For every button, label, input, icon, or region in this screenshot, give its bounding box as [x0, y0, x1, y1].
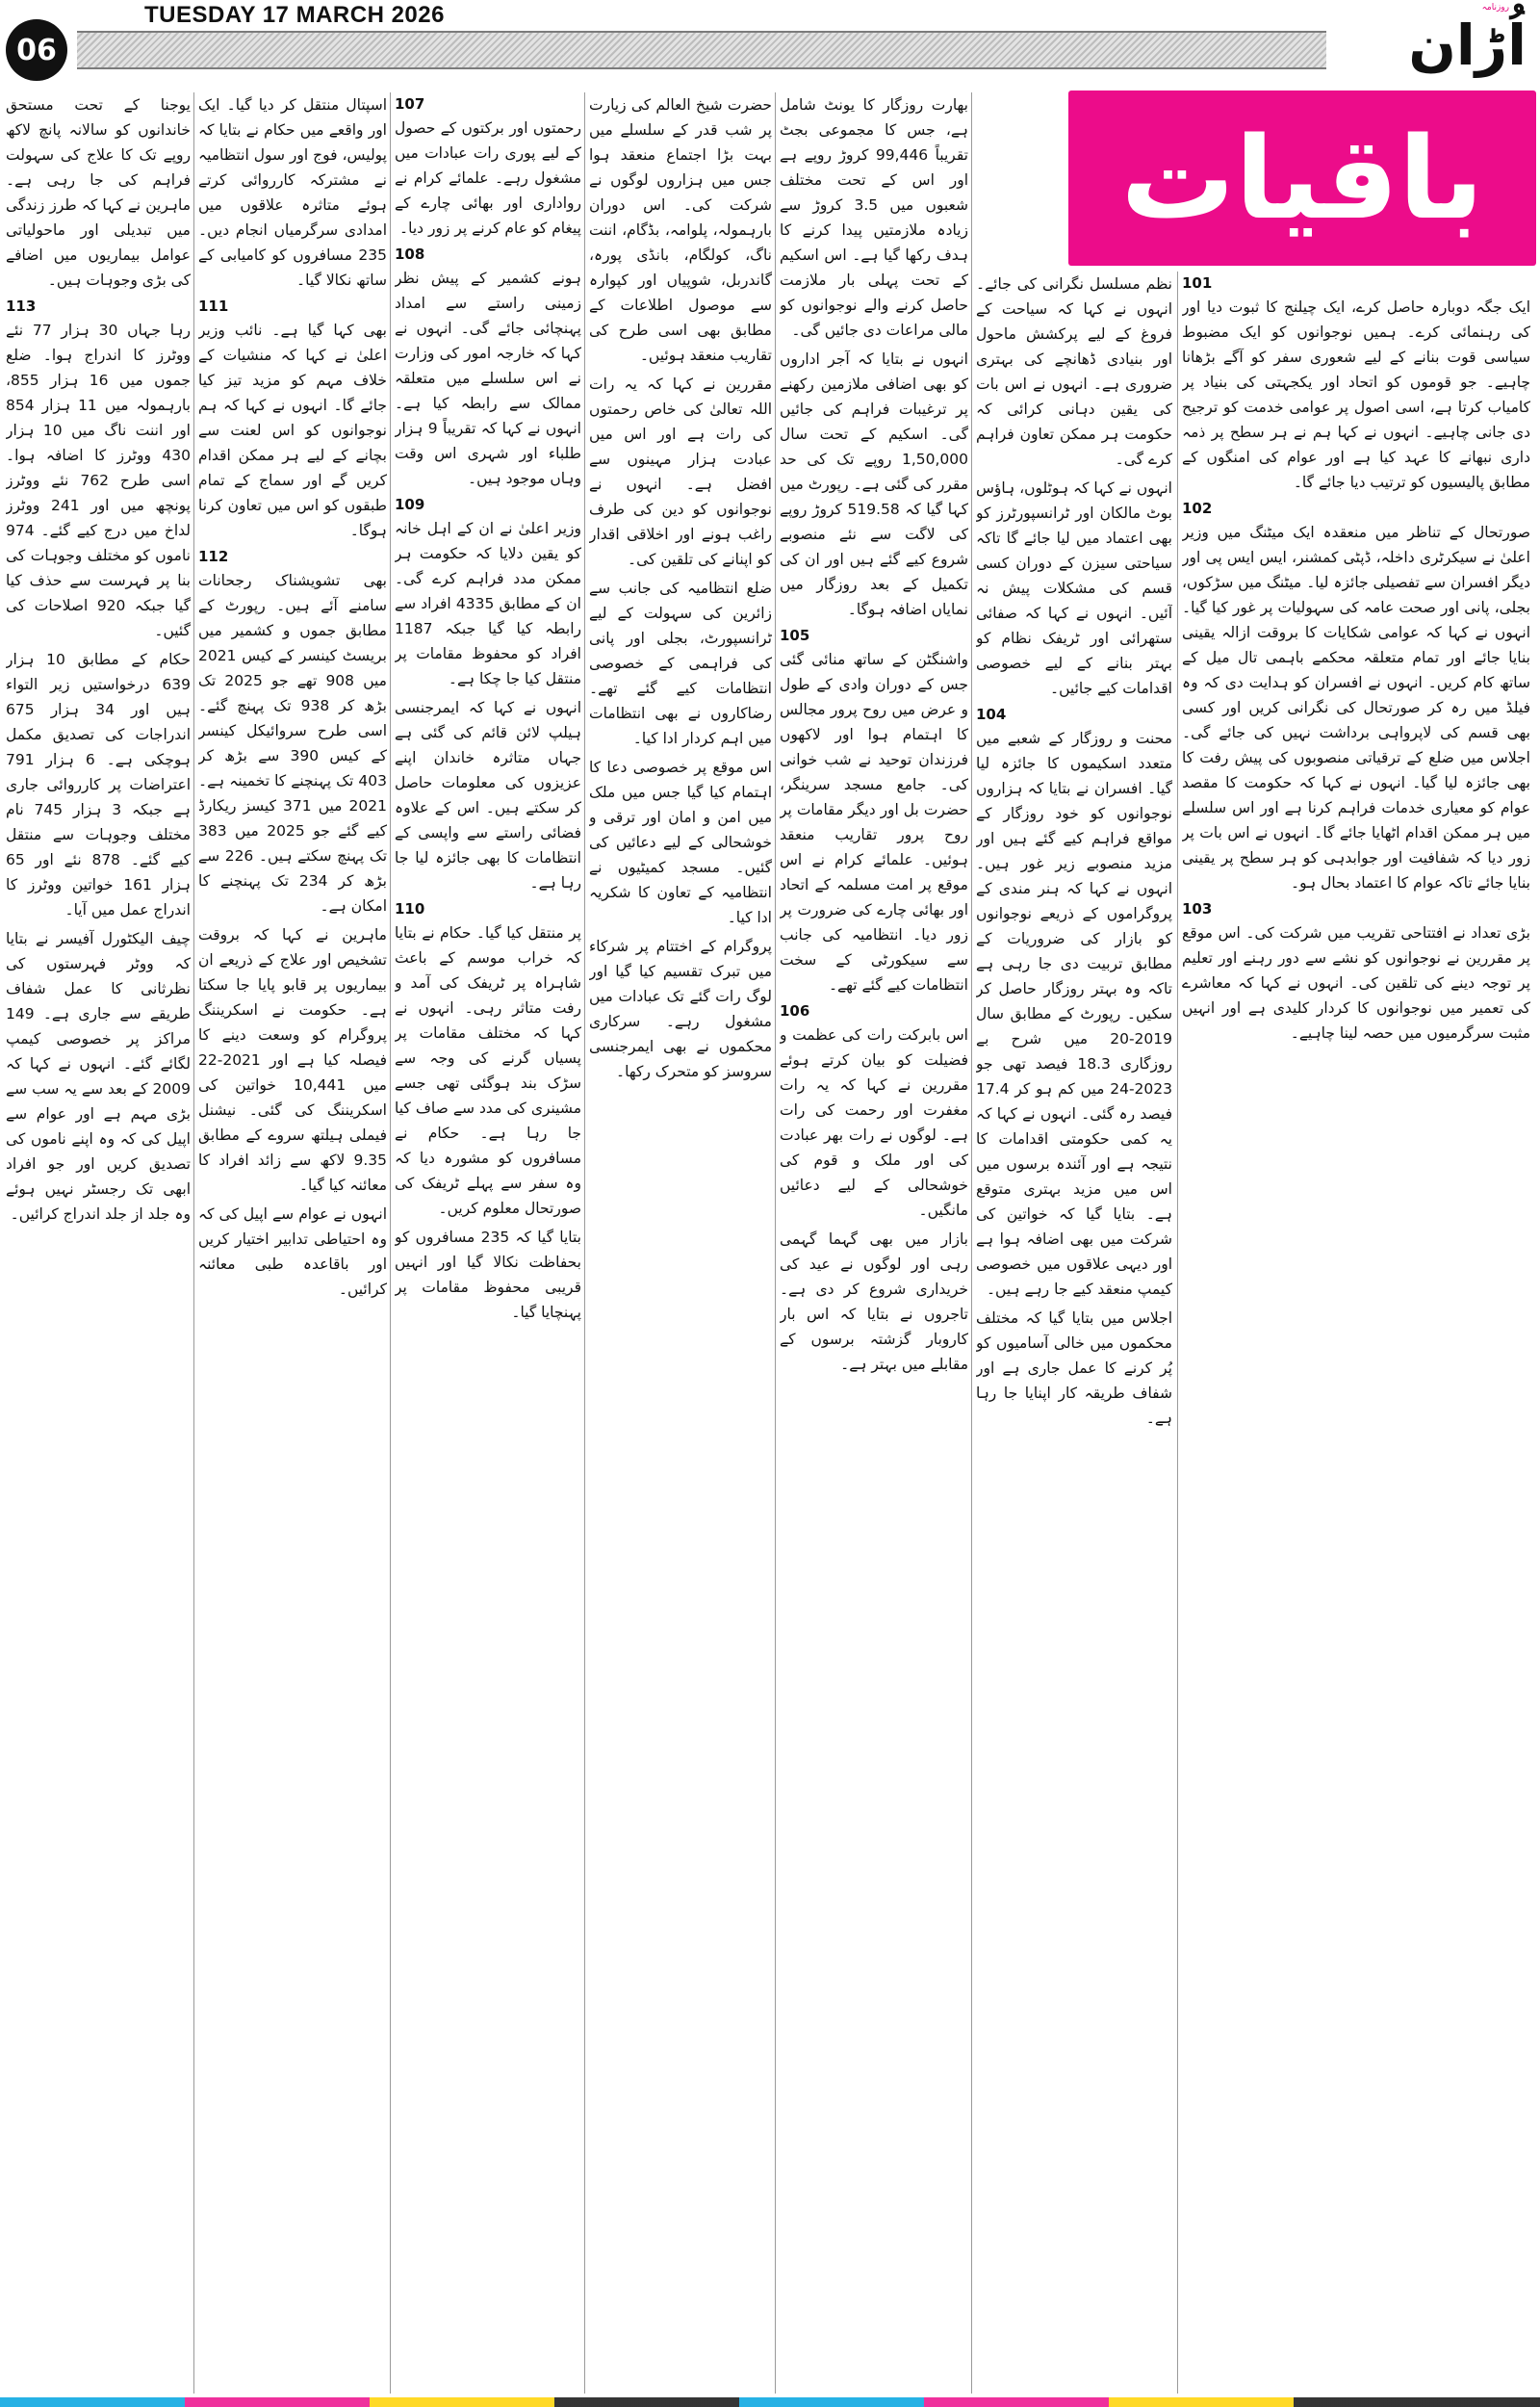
story-number: 107: [395, 95, 425, 113]
column-divider: [775, 92, 776, 2394]
dateline: TUESDAY 17 MARCH 2026: [144, 2, 445, 28]
article-paragraph: بڑی تعداد نے افتتاحی تقریب میں شرکت کی۔ اس موقع پر مقررین نے نوجوانوں کو نشے سے دور رہنے اور تعلیم پر توجہ دینے کی تلقین کی۔ انہوں نے کہا کہ معاشرے کی تعمیر میں نوجوانوں کا کردار کلیدی ہے اور انہیں مثبت سرگرمیوں میں حصہ لینا چاہیے۔: [1182, 924, 1530, 1042]
article-paragraph: بتایا گیا کہ 235 مسافروں کو بحفاظت نکالا گیا اور انہیں قریبی محفوظ مقامات پر پہنچایا گیا۔: [395, 1229, 581, 1321]
section-banner: [1068, 91, 1536, 266]
article-paragraph: واشنگٹن کے ساتھ منائی گئی جس کے دوران وادی کے طول و عرض میں روح پرور مجالس کا اہتمام ہوا اور لاکھوں فرزندان توحید نے شب خوانی کی۔ جامع مسجد سرینگر، حضرت بل اور دیگر مقامات پر روح پرور تقاریب منعقد ہوئیں۔ علمائے کرام نے اس موقع پر امت مسلمہ کے اتحاد اور بھائی چارے کی ضرورت پر زور دیا۔ انتظامیہ کی جانب سے سیکورٹی کے سخت انتظامات کیے گئے تھے۔: [780, 651, 968, 994]
article-paragraph: بھی تشویشناک رجحانات سامنے آئے ہیں۔ رپورٹ کے مطابق جموں و کشمیر میں بریسٹ کینسر کے کیس 2021 میں 908 تھے جو 2025 تک بڑھ کر 938 تک پہنچ گئے۔ اسی طرح سروائیکل کینسر کے کیس 390 سے بڑھ کر 403 تک پہنچنے کا تخمینہ ہے۔ 2021 میں 371 کیسز ریکارڈ کیے گئے جو 2025 میں 383 تک پہنچ سکتے ہیں۔ 226 سے بڑھ کر 234 تک پہنچنے کا امکان ہے۔: [198, 572, 387, 915]
story-number: 110: [395, 900, 425, 918]
article-paragraph: اس بابرکت رات کی عظمت و فضیلت کو بیان کرتے ہوئے مقررین نے کہا کہ یہ رات مغفرت اور رحمت کی رات ہے۔ لوگوں نے رات بھر عبادت کی اور ملک و قوم کی خوشحالی کے لیے دعائیں مانگیں۔: [780, 1026, 968, 1219]
section-title: باقیات: [1120, 112, 1484, 245]
story-number: 101: [1182, 274, 1213, 292]
article-paragraph: چیف الیکٹورل آفیسر نے بتایا کہ ووٹر فہرستوں کی نظرثانی کا عمل شفاف طریقے سے جاری ہے۔ 149 مراکز پر خصوصی کیمپ لگائے گئے۔ انہوں نے کہا کہ 2009 کے بعد سے یہ سب سے بڑی مہم ہے اور عوام سے اپیل کی کہ وہ اپنے ناموں کی تصدیق کریں اور جو افراد ابھی تک رجسٹر نہیں ہوئے وہ جلد از جلد اندراج کرائیں۔: [6, 930, 191, 1223]
article-paragraph: پروگرام کے اختتام پر شرکاء میں تبرک تقسیم کیا گیا اور لوگ رات گئے تک عبادات میں مشغول رہے۔ سرکاری محکموں نے بھی ایمرجنسی سروسز کو متحرک رکھا۔: [589, 938, 772, 1080]
article-column: [1182, 272, 1530, 2394]
article-column: [976, 272, 1172, 2394]
article-paragraph: مقررین نے کہا کہ یہ رات اللہ تعالیٰ کی خاص رحمتوں کی رات ہے اور اس میں عبادت ہزار مہینوں سے افضل ہے۔ انہوں نے نوجوانوں کو دین کی طرف راغب ہونے اور اخلاقی اقدار کو اپنانے کی تلقین کی۔: [589, 375, 772, 568]
article-column: [6, 92, 191, 2394]
article-paragraph: ضلع انتظامیہ کی جانب سے زائرین کی سہولت کے لیے ٹرانسپورٹ، بجلی اور پانی کی فراہمی کے خصوصی انتظامات کیے گئے تھے۔ رضاکاروں نے بھی انتظامات میں اہم کردار ادا کیا۔: [589, 580, 772, 747]
article-paragraph: اس موقع پر خصوصی دعا کا اہتمام کیا گیا جس میں ملک میں امن و امان اور ترقی و خوشحالی کے لیے دعائیں کی گئیں۔ مسجد کمیٹیوں نے انتظامیہ کے تعاون کا شکریہ ادا کیا۔: [589, 759, 772, 926]
story-number: 103: [1182, 900, 1213, 918]
story-number: 112: [198, 548, 229, 565]
column-divider: [584, 92, 585, 2394]
page-number: 06: [16, 33, 57, 67]
masthead-logo: اُڑان: [1408, 13, 1527, 78]
article-paragraph: انہوں نے عوام سے اپیل کی کہ وہ احتیاطی تدابیر اختیار کریں اور باقاعدہ طبی معائنہ کرائیں۔: [198, 1205, 387, 1298]
story-number: 102: [1182, 500, 1213, 517]
story-number: 104: [976, 706, 1007, 723]
column-divider: [1177, 272, 1178, 2394]
article-paragraph: رحمتوں اور برکتوں کے حصول کے لیے پوری رات عبادات میں مشغول رہے۔ علمائے کرام نے رواداری اور بھائی چارے کے پیغام کو عام کرنے پر زور دیا۔: [395, 119, 581, 237]
article-paragraph: حضرت شیخ العالم کی زیارت پر شب قدر کے سلسلے میں بہت بڑا اجتماع منعقد ہوا جس میں ہزاروں لوگوں نے شرکت کی۔ اس دوران بارہمولہ، پلوامہ، بڈگام، اننت ناگ، کولگام، بانڈی پورہ، گاندربل، شوپیاں اور کپوارہ سے موصول اطلاعات کے مطابق بھی اسی طرح کی تقاریب منعقد ہوئیں۔: [589, 96, 772, 364]
article-paragraph: یوجنا کے تحت مستحق خاندانوں کو سالانہ پانچ لاکھ روپے تک کا علاج کی سہولت فراہم کی جا رہی ہے۔ ماہرین نے کہا کہ طرز زندگی میں تبدیلی اور ماحولیاتی عوامل بیماریوں میں اضافے کی بڑی وجوہات ہیں۔: [6, 96, 191, 289]
page-header: [0, 0, 1540, 89]
article-paragraph: نظم مسلسل نگرانی کی جائے۔ انہوں نے کہا کہ سیاحت کے فروغ کے لیے پرکشش ماحول اور بنیادی ڈھانچے کی بہتری ضروری ہے۔ انہوں نے اس بات کی یقین دہانی کرائی کہ حکومت ہر ممکن تعاون فراہم کرے گی۔: [976, 275, 1172, 468]
story-number: 105: [780, 627, 810, 644]
story-number: 108: [395, 246, 425, 263]
article-paragraph: انہوں نے کہا کہ ہوٹلوں، ہاؤس بوٹ مالکان اور ٹرانسپورٹرز کو بھی اعتماد میں لیا جائے گا تاکہ سیاحتی سیزن کے دوران کسی قسم کی مشکلات پیش نہ آئیں۔ انہوں نے کہا کہ صفائی ستھرائی اور ٹریفک نظام کو بہتر بنانے کے لیے خصوصی اقدامات کیے جائیں۔: [976, 479, 1172, 697]
article-paragraph: انہوں نے بتایا کہ آجر اداروں کو بھی اضافی ملازمین رکھنے پر ترغیبات فراہم کی جائیں گی۔ اسکیم کے تحت سال 1,50,000 روپے تک کی حد مقرر کی گئی ہے۔ رپورٹ میں کہا گیا کہ 519.58 کروڑ روپے کی لاگت سے نئے منصوبے شروع کیے گئے ہیں اور ان کی تکمیل کے بعد روزگار میں نمایاں اضافہ ہوگا۔: [780, 350, 968, 618]
story-number: 111: [198, 298, 229, 315]
article-column: [780, 92, 968, 2394]
article-paragraph: انہوں نے کہا کہ ایمرجنسی ہیلپ لائن قائم کی گئی ہے جہاں متاثرہ خاندان اپنے عزیزوں کی معلومات حاصل کر سکتے ہیں۔ اس کے علاوہ فضائی راستے سے واپسی کے انتظامات کا بھی جائزہ لیا جا رہا ہے۔: [395, 699, 581, 892]
article-paragraph: بازار میں بھی گہما گہمی رہی اور لوگوں نے عید کی خریداری شروع کر دی ہے۔ تاجروں نے بتایا کہ اس بار کاروبار گزشتہ برسوں کے مقابلے میں بہتر ہے۔: [780, 1230, 968, 1373]
article-column: [198, 92, 387, 2394]
article-paragraph: بھی کہا گیا ہے۔ نائب وزیر اعلیٰ نے کہا کہ منشیات کے خلاف مہم کو مزید تیز کیا جائے گا۔ انہوں نے کہا کہ ہم نوجوانوں کو اس لعنت سے بچانے کے لیے ہر ممکن اقدام کریں گے اور سماج کے تمام طبقوں کو اس میں تعاون کرنا ہوگا۔: [198, 322, 387, 539]
article-paragraph: بھارت روزگار کا یونٹ شامل ہے، جس کا مجموعی بجٹ تقریباً 99,446 کروڑ روپے ہے اور اس کے تحت مختلف شعبوں میں 3.5 کروڑ سے زیادہ ملازمتیں پیدا کرنے کا ہدف رکھا گیا ہے۔ اس اسکیم کے تحت پہلی بار ملازمت حاصل کرنے والے نوجوانوں کو مالی مراعات دی جائیں گی۔: [780, 96, 968, 339]
article-paragraph: ماہرین نے کہا کہ بروقت تشخیص اور علاج کے ذریعے ان بیماریوں پر قابو پایا جا سکتا ہے۔ حکومت نے اسکریننگ پروگرام کو وسعت دینے کا فیصلہ کیا ہے اور 2021-22 میں 10,441 خواتین کی اسکریننگ کی گئی۔ نیشنل فیملی ہیلتھ سروے کے مطابق 9.35 لاکھ سے زائد افراد کا معائنہ کیا گیا۔: [198, 926, 387, 1194]
article-paragraph: پر منتقل کیا گیا۔ حکام نے بتایا کہ خراب موسم کے باعث شاہراہ پر ٹریفک کی آمد و رفت متاثر رہی۔ انہوں نے کہا کہ مختلف مقامات پر پسیاں گرنے کی وجہ سے سڑک بند ہوگئی تھی جسے مشینری کی مدد سے صاف کیا جا رہا ہے۔ حکام نے مسافروں کو مشورہ دیا کہ وہ سفر سے پہلے ٹریفک کی صورتحال معلوم کریں۔: [395, 924, 581, 1217]
header-rule-bar: [77, 31, 1326, 69]
article-column: [589, 92, 772, 2394]
article-paragraph: ہونے کشمیر کے پیش نظر زمینی راستے سے امداد پہنچائی جائے گی۔ انہوں نے کہا کہ خارجہ امور کی وزارت نے اس سلسلے میں متعلقہ ممالک سے رابطہ کیا ہے۔ انہوں نے کہا کہ تقریباً 9 ہزار طلباء اور شہری اس وقت وہاں موجود ہیں۔: [395, 270, 581, 487]
column-divider: [193, 92, 194, 2394]
article-paragraph: اجلاس میں بتایا گیا کہ مختلف محکموں میں خالی آسامیوں کو پُر کرنے کا عمل جاری ہے اور شفاف طریقہ کار اپنایا جا رہا ہے۔: [976, 1309, 1172, 1427]
article-paragraph: ایک جگہ دوبارہ حاصل کرے، ایک چیلنج کا ثبوت دیا اور کی رہنمائی کرے۔ ہمیں نوجوانوں کو ایک مضبوط سیاسی قوت بنانے کے لیے شعوری سفر کو آگے بڑھانا چاہیے۔ جو قوموں کو اتحاد اور یکجہتی کی بنیاد پر کامیاب کرتا ہے، اسی اصول پر عوامی خدمت کو ترجیح دی جانی چاہیے۔ انہوں نے کہا ہم نے ہر سطح پر ذمہ داری نبھانے کا عہد کیا ہے اور عوام کی امنگوں کے مطابق پالیسیوں کو ترتیب دیا جائے گا۔: [1182, 298, 1530, 491]
column-divider: [390, 92, 391, 2394]
story-number: 106: [780, 1002, 810, 1020]
page-number-badge: [6, 19, 67, 81]
article-paragraph: صورتحال کے تناظر میں منعقدہ ایک میٹنگ میں وزیر اعلیٰ نے سیکرٹری داخلہ، ڈپٹی کمشنر، ایس ایس پی اور دیگر افسران سے تفصیلی جائزہ لیا۔ میٹنگ میں سڑکوں، بجلی، پانی اور صحت عامہ کی سہولیات پر غور کیا گیا۔ انہوں نے کہا کہ عوامی شکایات کا بروقت ازالہ یقینی بنایا جائے اور تمام متعلقہ محکمے باہمی تال میل کے ساتھ کام کریں۔ انہوں نے افسران کو ہدایت دی کہ وہ فیلڈ میں رہ کر صورتحال کی نگرانی کریں اور کسی بھی قسم کی لاپرواہی برداشت نہیں کی جائے گی۔ اجلاس میں ضلع کے ترقیاتی منصوبوں کی پیش رفت کا بھی جائزہ لیا گیا۔ انہوں نے کہا کہ حکومت کا مقصد عوام کو معیاری خدمات فراہم کرنا ہے اور اس سلسلے میں ہر ممکن اقدام اٹھایا جائے گا۔ انہوں نے اس بات پر زور دیا کہ شفافیت اور جوابدہی کو ہر سطح پر یقینی بنایا جائے تاکہ عوام کا اعتماد بحال ہو۔: [1182, 524, 1530, 892]
article-paragraph: رہا جہاں 30 ہزار 77 نئے ووٹرز کا اندراج ہوا۔ ضلع جموں میں 16 ہزار 855، بارہمولہ میں 11 ہزار 854 اور اننت ناگ میں 10 ہزار 430 ووٹرز کا اضافہ ہوا۔ اسی طرح 762 نئے ووٹرز پونچھ میں اور 241 ووٹرز لداخ میں درج کیے گئے۔ 974 ناموں کو مختلف وجوہات کی بنا پر فہرست سے حذف کیا گیا جبکہ 920 اصلاحات کی گئیں۔: [6, 322, 191, 639]
column-divider: [971, 92, 972, 2394]
article-paragraph: اسپتال منتقل کر دیا گیا۔ ایک اور واقعے میں حکام نے بتایا کہ پولیس، فوج اور سول انتظامیہ نے مشترکہ کارروائی کرتے ہوئے متاثرہ علاقوں میں امدادی سرگرمیاں انجام دیں۔ 235 مسافروں کو کامیابی کے ساتھ نکالا گیا۔: [198, 96, 387, 289]
masthead: [1338, 2, 1527, 83]
article-paragraph: محنت و روزگار کے شعبے میں متعدد اسکیموں کا جائزہ لیا گیا۔ افسران نے بتایا کہ ہزاروں نوجوانوں کو خود روزگار کے مواقع فراہم کیے گئے ہیں اور مزید منصوبے زیر غور ہیں۔ انہوں نے کہا کہ ہنر مندی کے پروگراموں کے ذریعے نوجوانوں کو بازار کی ضروریات کے مطابق تربیت دی جا رہی ہے تاکہ وہ بہتر روزگار حاصل کر سکیں۔ رپورٹ کے مطابق سال 2019-20 میں شرح بے روزگاری 18.3 فیصد تھی جو 2023-24 میں کم ہو کر 17.4 فیصد رہ گئی۔ انہوں نے کہا کہ یہ کمی حکومتی اقدامات کا نتیجہ ہے اور آئندہ برسوں میں اس میں مزید بہتری متوقع ہے۔ بتایا گیا کہ خواتین کی شرکت میں بھی اضافہ ہوا ہے اور دیہی علاقوں میں خصوصی کیمپ منعقد کیے جا رہے ہیں۔: [976, 730, 1172, 1298]
article-paragraph: حکام کے مطابق 10 ہزار 639 درخواستیں زیر التواء ہیں اور 34 ہزار 675 اندراجات کی تصدیق مکمل ہوچکی ہے۔ 6 ہزار 791 اعتراضات پر کارروائی جاری ہے جبکہ 3 ہزار 745 نام مختلف وجوہات سے منتقل کیے گئے۔ 878 نئے اور 65 ہزار 161 خواتین ووٹرز کا اندراج عمل میں آیا۔: [6, 651, 191, 919]
article-paragraph: وزیر اعلیٰ نے ان کے اہل خانہ کو یقین دلایا کہ حکومت ہر ممکن مدد فراہم کرے گی۔ ان کے مطابق 4335 افراد سے رابطہ کیا گیا جبکہ 1187 افراد کو محفوظ مقامات پر منتقل کیا جا چکا ہے۔: [395, 520, 581, 687]
masthead-tagline: روزنامہ: [1481, 3, 1509, 13]
color-registration-strip: [0, 2397, 1540, 2407]
story-number: 113: [6, 298, 37, 315]
article-column: [395, 92, 581, 2394]
story-number: 109: [395, 496, 425, 513]
